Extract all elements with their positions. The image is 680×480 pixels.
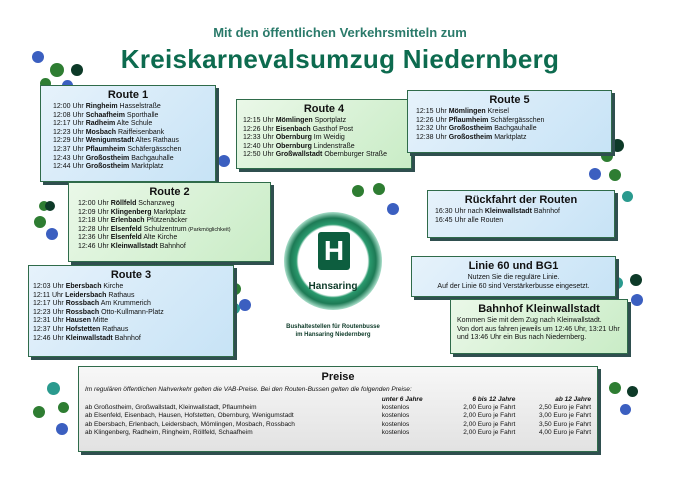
stop-place: Großostheim <box>85 154 130 162</box>
decor-dot <box>620 404 631 415</box>
stop-name: Kirche <box>101 283 124 290</box>
stop-name: Altes Rathaus <box>133 137 179 145</box>
stop-name: Schulzentrum <box>141 225 187 233</box>
route-5-box <box>407 90 612 153</box>
route-4-title: Route 4 <box>303 103 345 115</box>
stop-place: Pflaumheim <box>85 145 126 153</box>
stop-place: Mömlingen <box>275 117 313 124</box>
linie-60-box <box>411 256 616 297</box>
stop-name: Kreisel <box>485 108 509 115</box>
stop-time: 12:15 Uhr <box>243 117 276 124</box>
stop-line <box>243 143 411 152</box>
stop-line <box>33 309 233 318</box>
bahnhof-title: Bahnhof Kleinwallstadt <box>478 303 600 315</box>
stop-place: Leidersbach <box>65 291 107 299</box>
prices-box <box>78 366 598 452</box>
bahnhof-line: Von dort aus fahren jeweils um 12:46 Uhr, 13:21 Uhr <box>457 325 620 333</box>
stop-time: 12:50 Uhr <box>243 151 276 159</box>
route-1-title: Route 1 <box>107 89 149 101</box>
return-trip-title: Rückfahrt der Routen <box>464 194 578 206</box>
stop-line <box>53 129 215 138</box>
linie-60-line: Nutzen Sie die reguläre Linie. <box>467 274 560 281</box>
stop-line <box>416 108 611 117</box>
stop-place: Hausen <box>65 317 91 325</box>
route-1-box <box>40 85 216 182</box>
price-over-12: 4,00 Euro je Fahrt <box>538 428 591 436</box>
stop-place: Mosbach <box>85 128 117 136</box>
stop-place: Wenigumstadt <box>85 137 134 145</box>
stop-name: Rathaus <box>106 291 135 299</box>
price-under-6: kostenlos <box>381 412 410 420</box>
stop-time: 12:33 Uhr <box>243 134 276 142</box>
return-time-text: 16:30 Uhr nach <box>435 208 483 215</box>
stop-time: 12:40 Uhr <box>243 142 276 150</box>
decor-dot <box>627 386 638 397</box>
stop-line <box>53 120 215 129</box>
decor-dot <box>387 203 399 215</box>
poster-title: Kreiskarnevalsumzug Niedernberg <box>120 44 560 74</box>
linie-60-lines <box>412 274 615 291</box>
stop-line <box>78 217 270 226</box>
decor-dot <box>32 51 44 63</box>
price-row <box>84 404 592 412</box>
stop-line <box>53 103 215 112</box>
prices-title: Preise <box>321 371 355 383</box>
stop-place: Großostheim <box>448 133 493 141</box>
stop-place: Elsenfeld <box>110 225 142 233</box>
return-trip-lines <box>428 208 614 225</box>
route-4-stops <box>237 117 411 160</box>
stop-place: Eisenbach <box>275 125 311 133</box>
stop-name: Marktplatz <box>129 163 164 171</box>
return-trip-line <box>435 208 614 217</box>
stop-name: Bachgauhalle <box>129 154 174 162</box>
route-3-stops <box>29 283 233 343</box>
stop-time: 12:17 Uhr <box>53 120 86 128</box>
stop-place: Mömlingen <box>448 108 486 115</box>
route-2-title: Route 2 <box>149 186 190 198</box>
stop-line <box>243 134 411 143</box>
price-header: unter 6 Jahre <box>381 396 423 403</box>
price-6-12: 2,00 Euro je Fahrt <box>463 420 516 428</box>
price-origin: ab Großostheim, Großwallstadt, Kleinwallstadt, Pflaumheim <box>85 404 257 412</box>
price-row <box>84 421 592 429</box>
price-origin: ab Klingenberg, Radheim, Ringheim, Röllfeld, Schaafheim <box>85 428 253 436</box>
stop-time: 12:23 Uhr <box>33 308 66 316</box>
bahnhof-line: Kommen Sie mit dem Zug nach Kleinwallstadt. <box>457 317 602 324</box>
bahnhof-lines <box>451 317 627 343</box>
stop-place: Erlenbach <box>110 217 145 225</box>
stop-note: (Parkmöglichkeit) <box>186 226 231 233</box>
decor-dot <box>609 382 621 394</box>
route-3-title: Route 3 <box>110 269 152 281</box>
stop-time: 12:43 Uhr <box>53 154 86 162</box>
stop-name: Am Krummerich <box>99 300 151 308</box>
price-row <box>84 429 592 437</box>
stop-name: Raiffeisenbank <box>116 128 165 136</box>
decor-dot <box>71 64 83 76</box>
stop-line <box>33 300 233 309</box>
stop-time: 12:29 Uhr <box>53 137 86 145</box>
route-4-box <box>236 99 412 169</box>
decor-dot <box>609 169 621 181</box>
stop-place: Kleinwallstadt <box>110 242 158 250</box>
stop-time: 12:15 Uhr <box>416 108 449 115</box>
return-stop: Bahnhof <box>533 208 560 215</box>
price-over-12: 3,50 Euro je Fahrt <box>538 420 591 428</box>
bus-stop-h-icon: H <box>318 232 350 270</box>
decor-dot <box>622 191 633 202</box>
poster-subtitle: Mit den öffentlichen Verkehrsmitteln zum <box>213 25 467 40</box>
decor-dot <box>631 294 643 306</box>
price-6-12: 2,00 Euro je Fahrt <box>463 404 516 412</box>
stop-time: 12:03 Uhr <box>33 283 66 290</box>
bahnhof-box <box>450 299 628 354</box>
stop-line <box>53 146 215 155</box>
price-origin: ab Elsenfeld, Eisenbach, Hausen, Hofstetten, Obernburg, Wenigumstadt <box>85 412 294 420</box>
prices-table <box>84 396 592 437</box>
stop-name: Marktplatz <box>492 133 527 141</box>
stop-name: Pfützenäcker <box>144 217 188 225</box>
stop-line <box>33 326 233 335</box>
hub-label: Hansaring <box>308 281 358 292</box>
stop-line <box>33 335 233 344</box>
stop-name: Otto-Kullmann-Platz <box>99 308 164 316</box>
decor-dot <box>373 183 385 195</box>
bahnhof-line: und 13:46 Uhr ein Bus nach Niedernberg. <box>457 334 587 342</box>
stop-name: Bahnhof <box>112 334 141 342</box>
stop-place: Pflaumheim <box>448 116 489 124</box>
stop-place: Obernburg <box>275 134 312 142</box>
decor-dot <box>34 216 46 228</box>
price-6-12: 2,00 Euro je Fahrt <box>463 428 516 436</box>
stop-line <box>53 163 215 172</box>
stop-name: Mitte <box>90 317 109 325</box>
stop-line <box>416 134 611 143</box>
stop-line <box>416 125 611 134</box>
stop-time: 12:11 Uhr <box>33 291 66 299</box>
stop-name: Bachgauhalle <box>492 125 537 133</box>
price-under-6: kostenlos <box>381 404 410 412</box>
stop-place: Hofstetten <box>65 325 101 333</box>
stop-name: Sporthalle <box>124 111 159 119</box>
stop-line <box>53 112 215 121</box>
stop-time: 12:17 Uhr <box>33 300 66 308</box>
stop-line <box>33 283 233 292</box>
decor-dot <box>45 201 55 211</box>
stop-place: Ebersbach <box>65 283 102 290</box>
price-over-12: 2,50 Euro je Fahrt <box>538 404 591 412</box>
stop-name: Alte Kirche <box>141 234 178 242</box>
stop-line <box>33 317 233 326</box>
stop-place: Großostheim <box>448 125 493 133</box>
stop-time: 12:26 Uhr <box>243 125 276 133</box>
stop-name: Im Weidig <box>311 134 345 142</box>
stop-line <box>78 243 270 252</box>
stop-line <box>416 117 611 126</box>
stop-place: Obernburg <box>275 142 312 150</box>
stop-line <box>243 117 411 126</box>
stop-time: 12:09 Uhr <box>78 208 111 216</box>
stop-place: Ringheim <box>85 103 118 110</box>
prices-header-row <box>84 396 592 404</box>
stop-line <box>78 209 270 218</box>
return-trip-box <box>427 190 615 238</box>
decor-dot <box>56 423 68 435</box>
price-row <box>84 412 592 420</box>
stop-line <box>78 226 270 235</box>
stop-time: 12:08 Uhr <box>53 111 86 119</box>
stop-place: Elsenfeld <box>110 234 142 242</box>
stop-name: Marktplatz <box>151 208 186 216</box>
stop-name: Schäfergässchen <box>488 116 545 124</box>
stop-line <box>33 292 233 301</box>
price-over-12: 3,00 Euro je Fahrt <box>538 412 591 420</box>
stop-place: Rossbach <box>65 300 100 308</box>
route-2-box <box>68 182 271 262</box>
decor-dot <box>33 406 45 418</box>
stop-place: Großwallstadt <box>275 151 323 159</box>
stop-name: Alte Schule <box>115 120 153 128</box>
route-2-stops <box>69 200 270 252</box>
stop-name: Bahnhof <box>157 242 186 250</box>
stop-time: 12:00 Uhr <box>53 103 86 110</box>
stop-time: 12:31 Uhr <box>33 317 66 325</box>
stop-time: 12:28 Uhr <box>78 225 111 233</box>
stop-name: Schäfergässchen <box>125 145 182 153</box>
stop-line <box>53 155 215 164</box>
route-1-stops <box>41 103 215 172</box>
stop-time: 12:00 Uhr <box>78 200 111 207</box>
hub-caption-line: Bushaltestellen für Routenbusse <box>286 324 380 330</box>
decor-dot <box>218 155 230 167</box>
decor-dot <box>50 63 64 77</box>
stop-name: Lindenstraße <box>311 142 355 150</box>
stop-time: 12:23 Uhr <box>53 128 86 136</box>
stop-time: 12:37 Uhr <box>33 325 66 333</box>
linie-60-title: Linie 60 und BG1 <box>468 260 559 272</box>
stop-place: Radheim <box>85 120 116 128</box>
stop-place: Röllfeld <box>110 200 137 207</box>
stop-time: 12:36 Uhr <box>78 234 111 242</box>
return-trip-line: 16:45 Uhr alle Routen <box>435 216 504 224</box>
stop-time: 12:18 Uhr <box>78 217 111 225</box>
price-header: 6 bis 12 Jahre <box>472 396 516 403</box>
stop-line <box>53 137 215 146</box>
decor-dot <box>46 228 58 240</box>
decor-dot <box>58 402 69 413</box>
decor-dot <box>611 139 624 152</box>
stop-place: Großostheim <box>85 163 130 171</box>
stop-name: Rathaus <box>100 325 129 333</box>
stop-line <box>78 200 270 209</box>
hub-caption-line: im Hansaring Niedernberg <box>295 332 371 338</box>
route-5-stops <box>408 108 611 142</box>
price-under-6: kostenlos <box>381 428 410 436</box>
stop-place: Kleinwallstadt <box>65 334 113 342</box>
stop-line <box>243 151 411 160</box>
stop-place: Rossbach <box>65 308 100 316</box>
price-origin: ab Ebersbach, Erlenbach, Leidersbach, Mömlingen, Mosbach, Rossbach <box>85 420 295 428</box>
stop-time: 12:38 Uhr <box>416 133 449 141</box>
return-place: Kleinwallstadt <box>484 208 532 215</box>
linie-60-line: Auf der Linie 60 sind Verstärkerbusse eingesetzt. <box>437 282 590 290</box>
stop-time: 12:46 Uhr <box>33 334 66 342</box>
stop-name: Hasselstraße <box>117 103 161 110</box>
decor-dot <box>47 382 60 395</box>
stop-line <box>78 234 270 243</box>
prices-intro: Im regulären öffentlichen Nahverkehr gelten die VAB-Preise. Bei den Routen-Bussen gelten die folgenden Preise: <box>85 386 412 393</box>
decor-dot <box>589 168 601 180</box>
stop-name: Schanzweg <box>136 200 175 207</box>
stop-time: 12:26 Uhr <box>416 116 449 124</box>
price-header: ab 12 Jahre <box>555 396 591 403</box>
stop-name: Gasthof Post <box>310 125 354 133</box>
stop-time: 12:32 Uhr <box>416 125 449 133</box>
decor-dot <box>239 299 251 311</box>
route-3-box <box>28 265 234 357</box>
stop-time: 12:46 Uhr <box>78 242 111 250</box>
stop-place: Schaafheim <box>85 111 125 119</box>
price-under-6: kostenlos <box>381 420 410 428</box>
decor-dot <box>630 274 642 286</box>
stop-line <box>243 126 411 135</box>
price-6-12: 2,00 Euro je Fahrt <box>463 412 516 420</box>
stop-time: 12:44 Uhr <box>53 163 86 171</box>
hub-caption <box>268 323 398 339</box>
stop-name: Obernburger Straße <box>322 151 387 159</box>
stop-place: Klingenberg <box>110 208 152 216</box>
stop-time: 12:37 Uhr <box>53 145 86 153</box>
decor-dot <box>352 185 364 197</box>
stop-name: Sportplatz <box>312 117 347 124</box>
route-5-title: Route 5 <box>489 94 530 106</box>
